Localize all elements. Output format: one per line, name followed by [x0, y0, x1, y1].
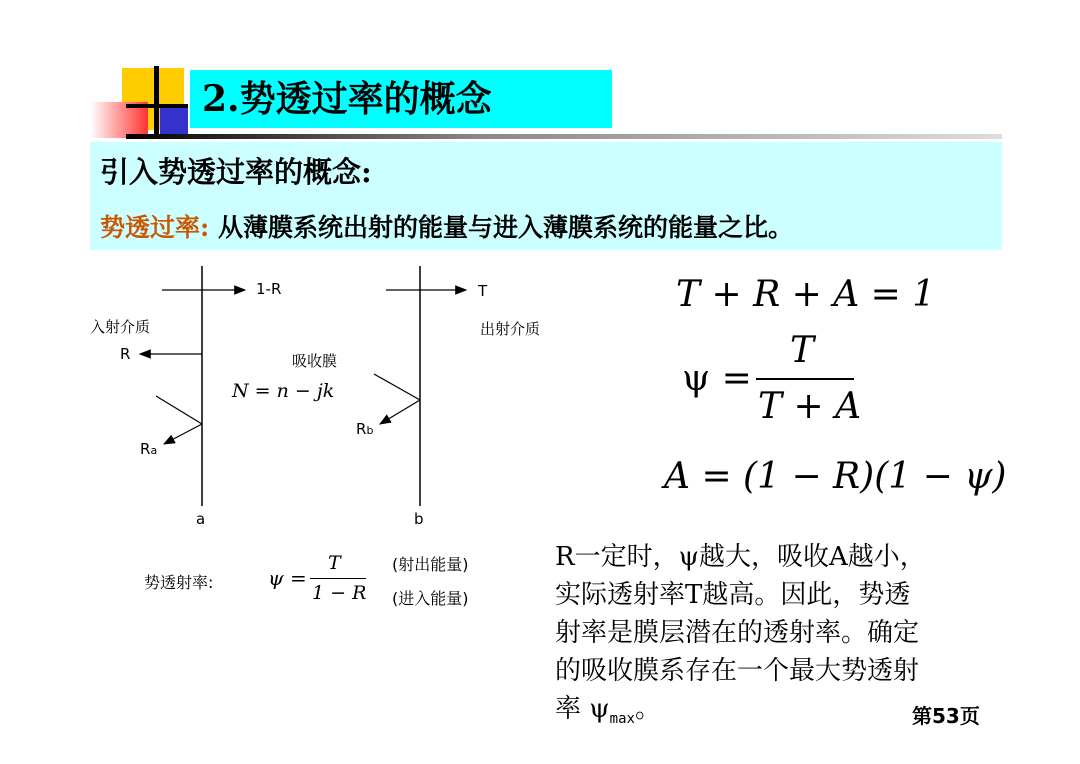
ra-main: R — [140, 440, 151, 458]
note-line-4: 的吸收膜系存在一个最大势透射 — [555, 656, 920, 686]
ray-rb-in — [374, 374, 420, 400]
label-rb — [356, 420, 373, 438]
note-psi-max-sub: max — [609, 711, 635, 727]
potential-denominator-note: (进入能量) — [392, 589, 469, 608]
equation-psi-lhs: ψ = — [682, 358, 752, 399]
label-exit-medium: 出射介质 — [480, 320, 541, 338]
slide-title: 2.势透过率的概念 — [190, 70, 612, 128]
note-line-5-prefix: 率 ψ — [555, 694, 610, 724]
label-ra — [140, 440, 157, 458]
ray-ra-in — [156, 396, 202, 424]
label-index-formula: N = n − jk — [232, 380, 335, 402]
label-1-r: 1-R — [256, 280, 282, 298]
label-incident-medium: 入射介质 — [90, 318, 151, 336]
intro-heading: 引入势透过率的概念: — [100, 155, 372, 189]
note-line-3: 射率是膜层潜在的透射率。确定 — [555, 618, 920, 648]
definition-term: 势透过率: — [100, 213, 210, 242]
label-interface-a: a — [196, 510, 206, 528]
potential-psi: ψ = — [268, 566, 307, 590]
potential-label: 势透射率: — [144, 573, 214, 592]
equation-absorb: A = (1 − R)(1 − ψ) — [664, 456, 1007, 497]
note-line-5-suffix: 。 — [634, 694, 661, 724]
page-number: 第53页 — [912, 704, 980, 728]
definition-text: 从薄膜系统出射的能量与进入薄膜系统的能量之比。 — [217, 213, 793, 242]
label-r: R — [120, 345, 131, 363]
arrow-rb — [380, 400, 420, 424]
equation-energy-sum: T + R + A = 1 — [676, 274, 936, 315]
note-line-1: R一定时，ψ越大，吸收A越小， — [555, 542, 926, 572]
label-interface-b: b — [414, 510, 424, 528]
equation-psi-denominator: T + A — [758, 386, 862, 427]
ra-sub: a — [150, 444, 158, 457]
equation-psi-numerator: T — [790, 330, 815, 371]
label-t: T — [478, 282, 488, 300]
potential-numerator-note: (射出能量) — [392, 555, 469, 574]
potential-fraction-bar — [310, 578, 366, 579]
note-line-2: 实际透射率T越高。因此，势透 — [555, 580, 911, 610]
potential-numerator: T — [328, 552, 341, 574]
rb-sub: b — [366, 424, 374, 437]
potential-denominator: 1 − R — [312, 582, 367, 604]
equation-fraction-bar — [756, 378, 854, 380]
arrow-ra — [164, 424, 202, 444]
label-absorbing-film: 吸收膜 — [292, 352, 338, 370]
rb-main: R — [356, 420, 367, 438]
